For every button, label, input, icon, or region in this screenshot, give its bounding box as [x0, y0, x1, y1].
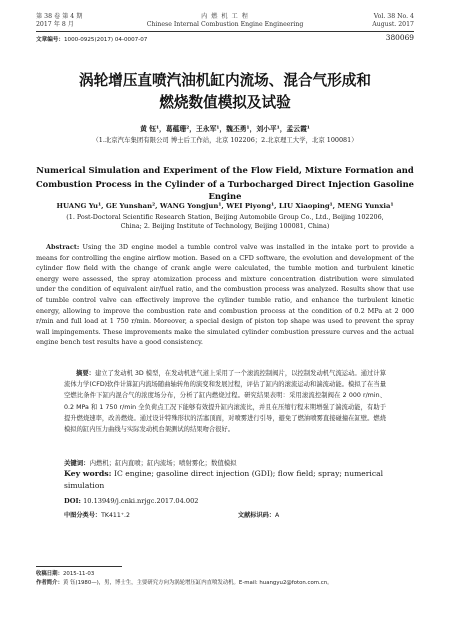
- article-id-line: [36, 36, 336, 45]
- affiliation-en-line2: China; 2. Beijing Institute of Technology, Beijing 100081, China): [120, 222, 330, 230]
- article-id-label: 文章编号：: [36, 37, 64, 43]
- clc-label: 中图分类号：: [64, 512, 102, 519]
- doi-label: DOI:: [64, 497, 81, 505]
- abstract-cn-text: 建立了发动机 3D 模型，在发动机进气道上采用了一个滚流控制阀片，以控制发动机气流运动。通过计算流体力学(CFD)软件计算缸内流场随曲轴转角的演变和发展过程，评估了缸内的滚流运动和湍流动能。模拟了在当量空燃比条件下缸内混合气的浓度场分布，分析了缸内燃烧过程。研究结果表明：采用滚流控制阀在 2 000 r/min、0.2 MPa 和 1 750 r/min 全负荷点工况下能够有效提升缸内滚流比，并且在压缩行程末期增强了湍流动能，有助于提升燃烧速率，改善燃烧。通过设计特殊形状的活塞顶面，对喷雾进行引导，避免了燃油喷雾直接碰撞在缸壁。燃烧模拟的缸内压力曲线与实际发动机台架测试的结果吻合很好。: [64, 370, 387, 434]
- classification-line: [64, 510, 404, 519]
- journal-volume-en: [294, 13, 414, 29]
- volume-issue: 第 38 卷 第 4 期: [36, 13, 83, 20]
- authors-cn: 黄 钰¹，葛蕴珊²，王永军¹，魏丕勇¹，刘小平¹，孟云霞¹: [140, 125, 310, 133]
- issue-date-en: August. 2017: [372, 21, 414, 28]
- affiliation-cn: （1.北京汽车集团有限公司 博士后工作站，北京 102206；2.北京理工大学，北京 100081）: [92, 136, 358, 144]
- journal-name-cn: 内 燃 机 工 程: [201, 13, 249, 20]
- issue-date-cn: 2017 年 8 月: [36, 21, 74, 28]
- abstract-en: [36, 242, 414, 348]
- doc-code-value: A: [275, 512, 280, 519]
- keywords-en-text: IC engine; gasoline direct injection (GDI); flow field; spray; numerical simulation: [64, 469, 384, 490]
- title-cn-line1: 涡轮增压直喷汽油机缸内流场、混合气形成和: [79, 72, 371, 89]
- affiliation-en-line1: (1. Post-Doctoral Scientific Research Station, Beijing Automobile Group Co., Ltd., Beijing 102206,: [66, 213, 384, 221]
- received-label: 收稿日期：: [36, 571, 63, 577]
- received-date: 2015-11-03: [62, 571, 95, 577]
- author-bio-text: 黄 钰(1980—)，男，博士生，主要研究方向为涡轮增压缸内直喷发动机。E-mail: huangyu2@foton.com.cn。: [62, 580, 333, 586]
- header-rule: [36, 31, 414, 32]
- keywords-cn: [64, 458, 394, 467]
- volume-no-en: Vol. 38 No. 4: [373, 13, 414, 20]
- footnote-rule: [36, 566, 122, 567]
- clc-value: TK411⁺.2: [101, 512, 130, 519]
- title-cn-line2: 燃烧数值模拟及试验: [159, 94, 291, 111]
- article-number: 380069: [385, 33, 414, 42]
- abstract-cn-label: 摘要：: [76, 370, 95, 377]
- article-id-value: 1000-0925(2017) 04-0007-07: [63, 37, 148, 43]
- abstract-en-text: Using the 3D engine model a tumble control valve was installed in the intake port to provide a means for controlling the engine airflow motion. Based on a CFD software, the evolution and development of the cylinder flow field with the change of crank angle were calculated, the tumble motion and turbulent kinetic energy were assessed, the spray atomization process and mixture concentration distribution were simulated under the condition of equivalent air/fuel ratio, and the combustion process was analyzed. Results show that use of tumble control valve can effectively improve the cylinder tumble ratio, and enhance the turbulent kinetic energy, allowing to improve the combustion rate and combustion process at the condition of 0.2 MPa at 2 000 r/min and full load at 1 750 r/min. Moreover, a special design of piston top shape was used to prevent the spray wall impingements. These improvements make the simulated cylinder combustion pressure curves and the actual engine bench test results have a good consistency.: [36, 243, 414, 347]
- title-en-line2: Combustion Process in the Cylinder of a Turbocharged Direct Injection Gasoline Engine: [35, 179, 415, 201]
- author-bio-line: [36, 579, 416, 587]
- keywords-en: [64, 468, 394, 491]
- received-line: [36, 570, 416, 578]
- abstract-en-label: Abstract:: [46, 243, 80, 251]
- doi-line: [64, 497, 394, 505]
- author-bio-label: 作者简介：: [36, 580, 63, 586]
- abstract-cn: [64, 368, 386, 435]
- keywords-en-label: Key words:: [64, 469, 112, 478]
- doc-code-label: 文献标识码：: [237, 512, 276, 519]
- doi-value: 10.13949/j.cnki.nrjgc.2017.04.002: [83, 497, 199, 505]
- keywords-cn-text: 内燃机；缸内直喷；缸内流场；喷射雾化；数值模拟: [89, 459, 237, 467]
- keywords-cn-label: 关键词：: [64, 459, 90, 467]
- authors-en: HUANG Yu¹, GE Yunshan², WANG Yongjun¹, WEI Piyong¹, LIU Xiaoping¹, MENG Yunxia¹: [56, 202, 394, 210]
- title-en-line1: Numerical Simulation and Experiment of the Flow Field, Mixture Formation and: [36, 165, 414, 175]
- journal-name-en: Chinese Internal Combustion Engine Engineering: [146, 21, 304, 28]
